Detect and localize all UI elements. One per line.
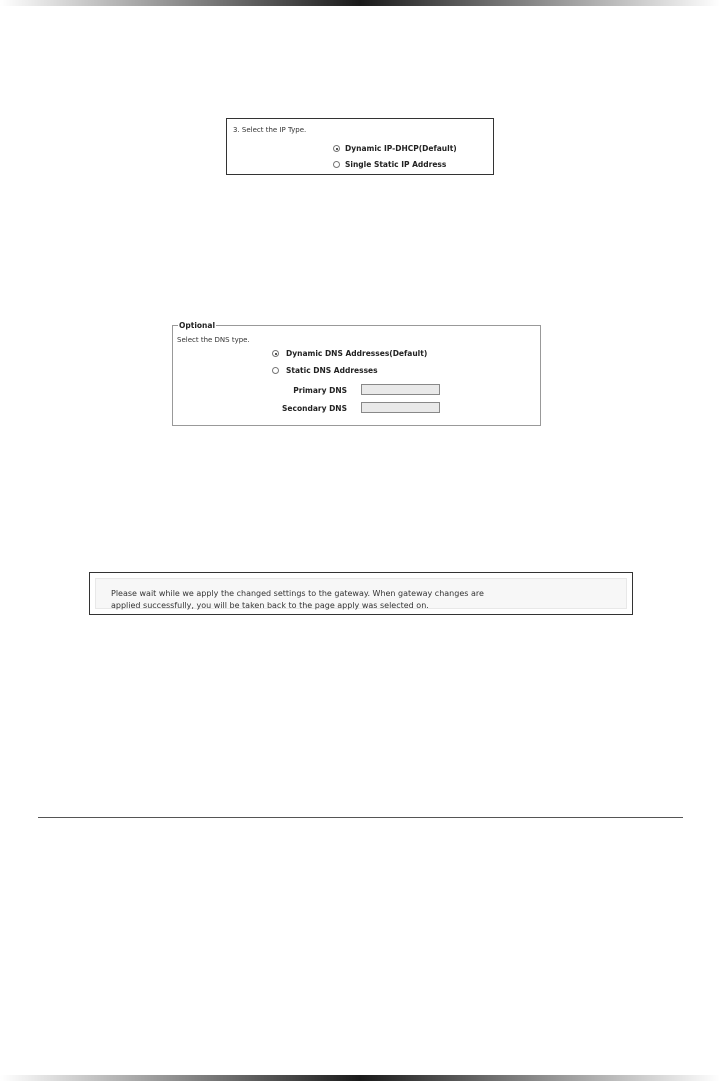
static-ip-radio[interactable] [333,161,340,168]
wait-message-panel [89,572,633,615]
footer-decorative-bar [0,1075,720,1081]
secondary-dns-label: Secondary DNS [282,404,347,413]
dynamic-ip-radio[interactable] [333,145,340,152]
wait-message-line-1: Please wait while we apply the changed settings to the gateway. When gateway changes are [111,589,484,598]
wait-message-line-2: applied successfully, you will be taken back to the page apply was selected on. [111,601,429,610]
ip-type-panel [226,118,494,175]
static-dns-label: Static DNS Addresses [286,366,378,375]
wait-message-inner [95,578,627,609]
dynamic-dns-label: Dynamic DNS Addresses(Default) [286,349,428,358]
static-ip-label: Single Static IP Address [345,160,447,169]
header-decorative-bar [0,0,720,6]
wait-message-text [111,588,611,612]
ip-type-step-label: 3. Select the IP Type. [233,126,307,134]
dynamic-dns-radio[interactable] [272,350,279,357]
primary-dns-input[interactable] [361,384,440,395]
dns-type-description: Select the DNS type. [177,336,250,344]
secondary-dns-input[interactable] [361,402,440,413]
static-dns-radio[interactable] [272,367,279,374]
optional-dns-panel [172,321,541,426]
primary-dns-label: Primary DNS [293,386,347,395]
footer-divider [38,817,683,818]
dynamic-ip-label: Dynamic IP-DHCP(Default) [345,144,457,153]
optional-legend: Optional [179,321,216,330]
